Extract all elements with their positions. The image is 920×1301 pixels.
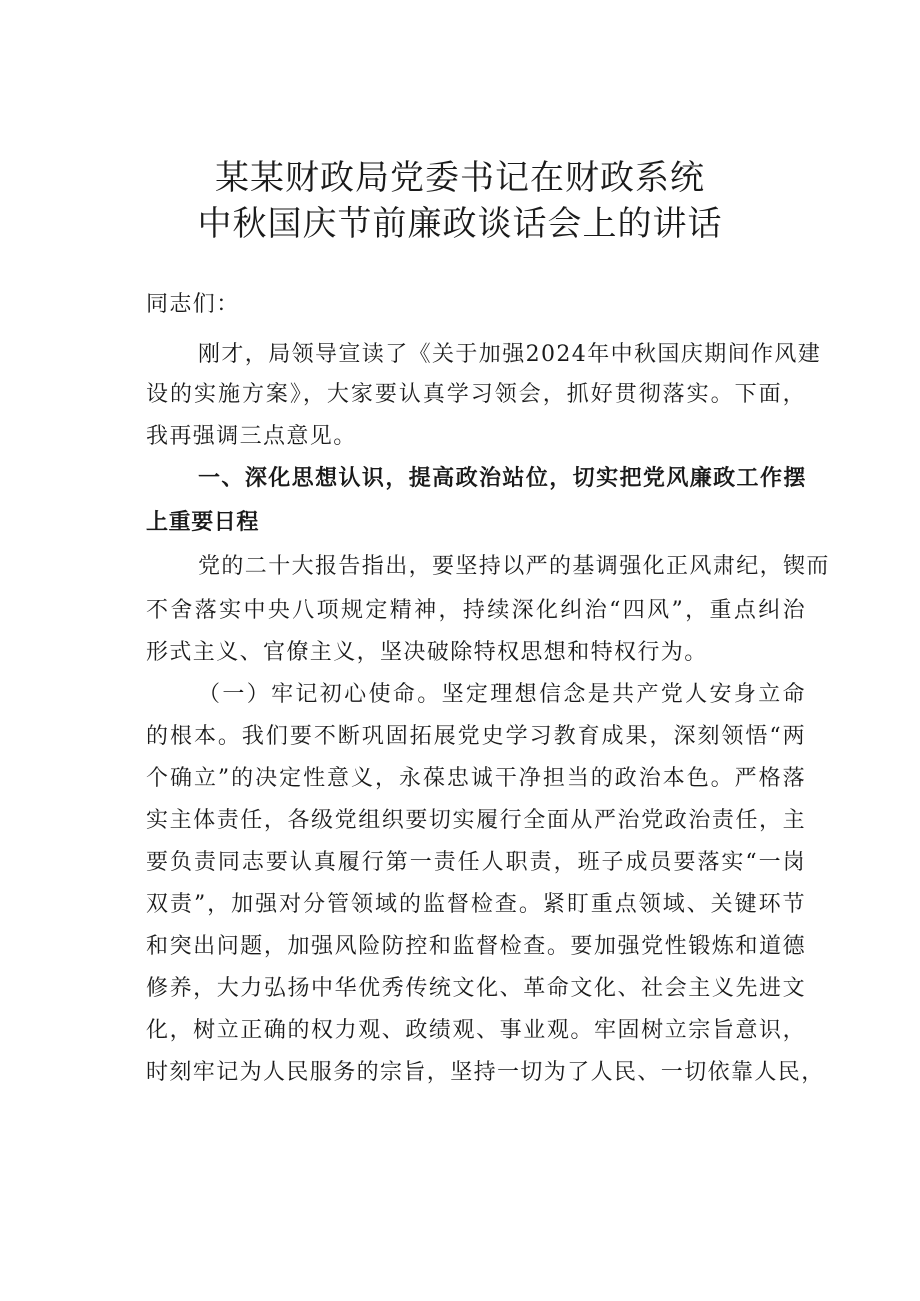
paragraph-1-line: 设的实施方案》，大家要认真学习领会，抓好贯彻落实。下面，	[146, 382, 806, 407]
document-title-line-2: 中秋国庆节前廉政谈话会上的讲话	[197, 204, 723, 244]
paragraph-3-line: 化，树立正确的权力观、政绩观、事业观。牢固树立宗旨意识，	[146, 1018, 806, 1043]
paragraph-3-line: 和突出问题，加强风险防控和监督检查。要加强党性锻炼和道德	[146, 934, 806, 959]
section-heading-1-line: 上重要日程	[146, 510, 260, 535]
paragraph-1-line: 刚才，局领导宣读了《关于加强2024年中秋国庆期间作风建	[198, 342, 822, 367]
paragraph-3-line: 的根本。我们要不断巩固拓展党史学习教育成果，深刻领悟“两	[146, 724, 806, 749]
section-heading-1-line: 一、深化思想认识，提高政治站位，切实把党风廉政工作摆	[198, 466, 806, 491]
paragraph-3-line: 时刻牢记为人民服务的宗旨，坚持一切为了人民、一切依靠人民，	[146, 1060, 825, 1085]
paragraph-3-line: 修养，大力弘扬中华优秀传统文化、革命文化、社会主义先进文	[146, 976, 806, 1001]
paragraph-3-line: （一）牢记初心使命。坚定理想信念是共产党人安身立命	[198, 682, 806, 707]
paragraph-3-line: 实主体责任，各级党组织要切实履行全面从严治党政治责任，主	[146, 808, 806, 833]
paragraph-3-line: 要负责同志要认真履行第一责任人职责，班子成员要落实“一岗	[146, 850, 806, 875]
paragraph-3-line: 个确立”的决定性意义，永葆忠诚干净担当的政治本色。严格落	[146, 766, 806, 791]
document-title-line-1: 某某财政局党委书记在财政系统	[215, 158, 705, 198]
paragraph-1-line: 我再强调三点意见。	[146, 424, 357, 449]
paragraph-2-line: 不舍落实中央八项规定精神，持续深化纠治“四风”，重点纠治	[146, 598, 806, 623]
paragraph-2-line: 形式主义、官僚主义，坚决破除特权思想和特权行为。	[146, 640, 708, 665]
paragraph-2-line: 党的二十大报告指出，要坚持以严的基调强化正风肃纪，锲而	[198, 554, 830, 579]
paragraph-3-line: 双责”，加强对分管领域的监督检查。紧盯重点领域、关键环节	[146, 892, 806, 917]
salutation: 同志们：	[146, 292, 240, 317]
